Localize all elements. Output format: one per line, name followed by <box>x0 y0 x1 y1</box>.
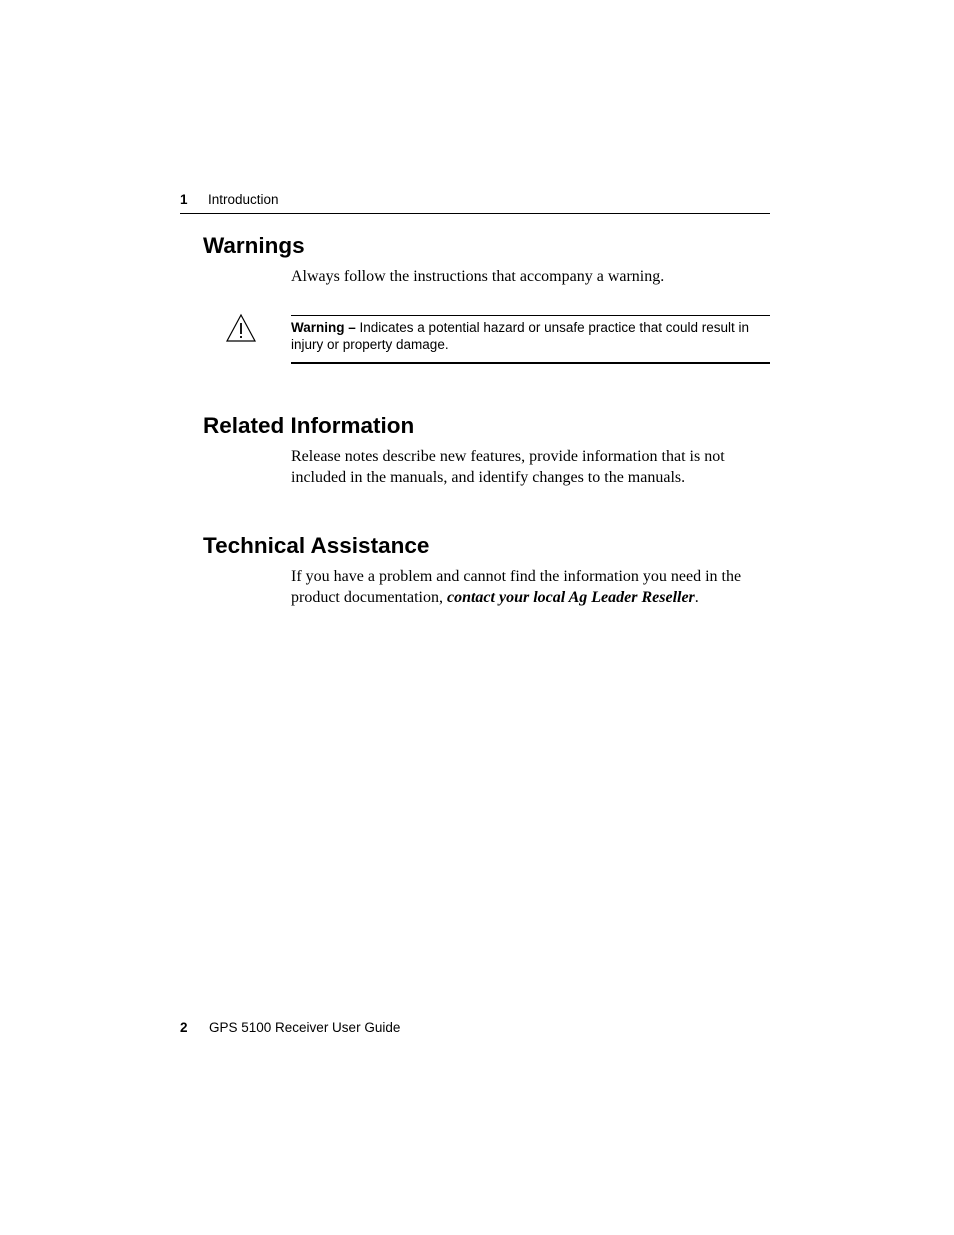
technical-assistance-body <box>291 566 776 608</box>
page-number: 2 <box>180 1020 188 1035</box>
warning-description: Indicates a potential hazard or unsafe practice that could result in injury or property damage. <box>291 320 749 352</box>
warnings-intro: Always follow the instructions that accompany a warning. <box>291 268 665 285</box>
related-information-heading: Related Information <box>203 413 415 438</box>
warnings-heading: Warnings <box>203 233 305 258</box>
chapter-number: 1 <box>180 192 188 207</box>
warning-triangle-icon <box>225 313 257 343</box>
technical-assistance-period: . <box>694 589 699 606</box>
chapter-title: Introduction <box>208 192 279 207</box>
reseller-contact-emphasis: contact your local Ag Leader Reseller <box>446 589 695 606</box>
warning-label: Warning – <box>291 320 356 335</box>
running-header <box>180 192 770 214</box>
technical-assistance-heading: Technical Assistance <box>203 533 430 558</box>
technical-assistance-text: If you have a problem and cannot find the information you need in the product documentation, <box>291 568 742 606</box>
document-title: GPS 5100 Receiver User Guide <box>209 1020 401 1035</box>
warning-callout-text <box>291 319 773 353</box>
warning-callout <box>291 315 770 364</box>
related-information-body: Release notes describe new features, provide information that is not included in the manuals, and identify changes to the manuals. <box>291 448 725 486</box>
